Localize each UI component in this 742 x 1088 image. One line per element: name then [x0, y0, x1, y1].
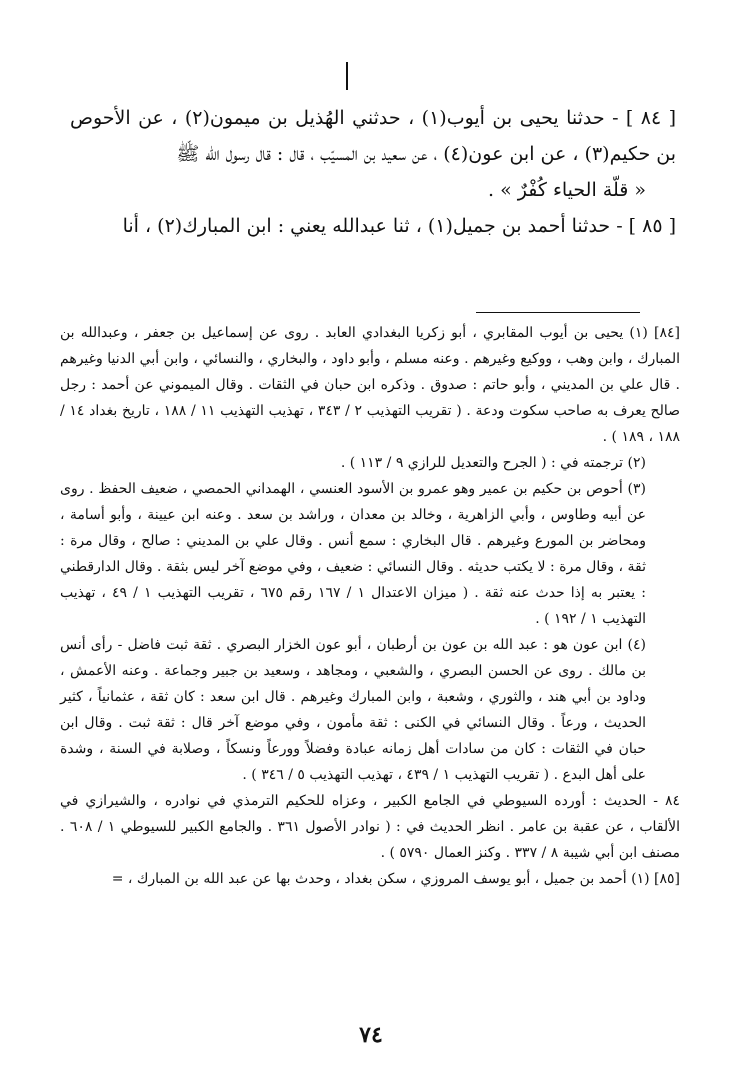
footnote-84-1: [٨٤] (١) يحيى بن أيوب المقابري ، أبو زكريا البغدادي العابد . روى عن إسماعيل بن جعفر ، وعبدالله بن المبارك ، وابن وهب ، ووكيع وغيرهم . وعنه مسلم ، وأبو داود ، والبخاري ، والنسائي ، وابن أبي الدنيا وغيرهم . قال علي بن المديني ، وأبو حاتم : صدوق . وذكره ابن حبان في الثقات . وقال الميموني عن أحمد : رجل صالح يعرف به صاحب سكوت ودعة . ( تقريب التهذيب ٢ / ٣٤٣ ، تهذيب التهذيب ١١ / ١٨٨ ، تاريخ بغداد ١٤ / ١٨٨ ، ١٨٩ ) . — [60, 325, 680, 445]
hadith-84-takhrij: ٨٤ - الحديث : أورده السيوطي في الجامع الكبير ، وعزاه للحكيم الترمذي في نوادره ، والشيرازي في الألقاب ، عن عقبة بن عامر . انظر الحديث في : ( نوادر الأصول ٣٦١ . والجامع الكبير للسيوطي ١ / ٦٠٨ . مصنف ابن أبي شيبة ٨ / ٣٣٧ . وكنز العمال ٥٧٩٠ ) . — [60, 793, 680, 861]
hadith-84-text: « قلّة الحياء كُفْرٌ » . — [488, 179, 646, 201]
footnote-84-3: (٣) أحوص بن حكيم بن عمير وهو عمرو بن الأسود العنسي ، الهمداني الحمصي ، ضعيف الحفظ . روى عن أبيه وطاوس ، وأبي الزاهرية ، وخالد بن معدان ، وراشد بن سعد . وعنه ابن عيينة ، وأبو أسامة ، ومحاضر بن المورع وغيرهم . قال البخاري : سمع أنس . وقال علي بن المديني : صالح ، وقال مرة : ثقة ، وقال مرة : لا يكتب حديثه . وقال النسائي : ضعيف ، وفي موضع آخر ليس بثقة . وقال الدارقطني : يعتبر به إذا حدث عنه ثقة . ( ميزان الاعتدال ١ / ١٦٧ رقم ٦٧٥ ، تقريب التهذيب ١ / ٤٩ ، تهذيب التهذيب ١ / ١٩٢ ) . — [60, 481, 646, 627]
footnote-84-4: (٤) ابن عون هو : عبد الله بن عون بن أرطبان ، أبو عون الخزار البصري . ثقة ثبت فاضل - رأى أنس بن مالك . روى عن الحسن البصري ، والشعبي ، ومجاهد ، وسعيد بن جبير وجماعة . وعنه الأعمش ، وداود بن أبي هند ، والثوري ، وشعبة ، وابن المبارك وغيرهم . قال ابن سعد : كان ثقة ، عثمانياً ، كثير الحديث ، ورعاً . وقال النسائي في الكنى : ثقة مأمون ، وفي موضع آخر قال : ثقة ثبت . وقال ابن حبان في الثقات : كان من سادات أهل زمانه عبادة وفضلاً وورعاً ونسكاً ، وصلابة في السنة ، وشدة على أهل البدع . ( تقريب التهذيب ١ / ٤٣٩ ، تهذيب التهذيب ٥ / ٣٤٦ ) . — [60, 637, 646, 783]
top-mark — [346, 62, 348, 90]
footnote-separator — [476, 312, 640, 313]
main-text — [70, 100, 676, 244]
footnote-84-2: (٢) ترجمته في : ( الجرح والتعديل للرازي ٩ / ١١٣ ) . — [340, 455, 646, 471]
footnotes — [60, 320, 680, 892]
footnote-85-1: [٨٥] (١) أحمد بن جميل ، أبو يوسف المروزي ، سكن بغداد ، وحدث بها عن عبد الله بن المبارك ، = — [111, 871, 680, 887]
hadith-84-header: [ ٨٤ ] - حدثنا يحيى بن أيوب(١) ، حدثني الهُذيل بن ميمون(٢) ، عن الأحوص بن حكيم(٣) ، عن ابن عون(٤) ، عن سعيد بن المسيّب ، قال : قال رسول الله ﷺ — [70, 107, 677, 165]
hadith-85-header: [ ٨٥ ] - حدثنا أحمد بن جميل(١) ، ثنا عبدالله يعني : ابن المبارك(٢) ، أنا — [122, 215, 676, 237]
page-number: ٧٤ — [359, 1022, 383, 1048]
